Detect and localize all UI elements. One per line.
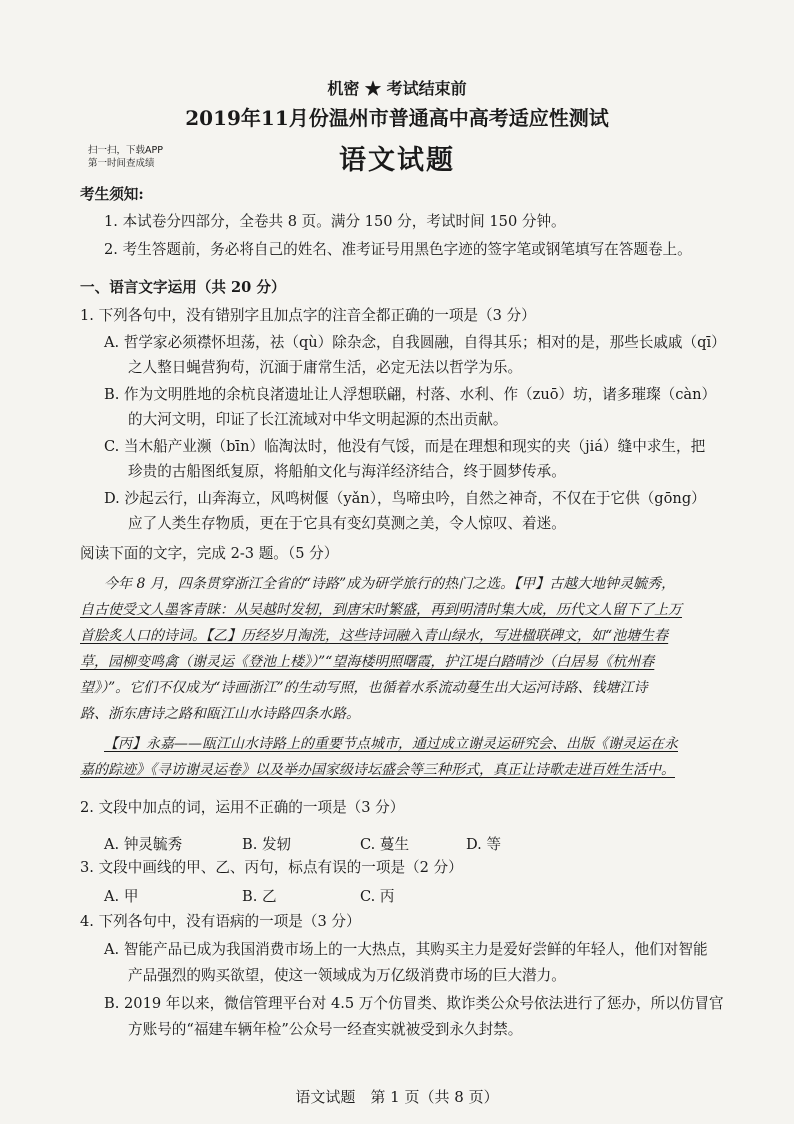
question-2-stem: 2. 文段中加点的词，运用不正确的一项是（3 分） [80,799,405,816]
section-heading: 一、语言文字运用（共 20 分） [80,279,286,296]
question-1-option-c-cont: 珍贵的古船图纸复原，将船舶文化与海洋经济结合，终于圆梦传承。 [128,463,566,480]
passage-line-4: 草，园柳变鸣禽（谢灵运《登池上楼》）”“望海楼明照曙霞，护江堤白踏晴沙（白居易《杭州春 [80,654,655,670]
question-1-stem: 1. 下列各句中，没有错别字且加点字的注音全都正确的一项是（3 分） [80,307,536,324]
question-2-option-d: D. 等 [466,836,502,853]
question-3-option-c: C. 丙 [360,888,395,905]
question-1-option-c: C. 当木船产业濒（bīn）临淘汰时，他没有气馁，而是在理想和现实的夹（jiá）缝中求生，把 [104,438,706,455]
qr-caption-line1: 扫一扫，下载APP [88,145,163,156]
question-4-option-a: A. 智能产品已成为我国消费市场上的一大热点，其购买主力是爱好尝鲜的年轻人，他们对智能 [104,941,708,958]
passage-line-2: 自古使受文人墨客青睐：从吴越时发轫，到唐宋时繁盛，再到明清时集大成，历代文人留下了上万 [80,602,682,618]
question-1-option-d-cont: 应了人类生存物质，更在于它具有变幻莫测之美，令人惊叹、着迷。 [128,515,566,532]
subject-title: 语文试题 [339,145,455,176]
question-4-option-b-cont: 方账号的“福建车辆年检”公众号一经查实就被受到永久封禁。 [128,1021,523,1038]
notice-heading: 考生须知: [80,186,144,203]
passage-line-8: 嘉的踪迹》《寻访谢灵运卷》以及举办国家级诗坛盛会等三种形式，真正让诗歌走进百姓生活中。 [80,762,675,778]
question-2-option-c: C. 蔓生 [360,836,410,853]
question-1-option-a-cont: 之人整日蝇营狗苟，沉湎于庸常生活，必定无法以哲学为乐。 [128,359,523,376]
confidential-mark: 机密 ★ 考试结束前 [327,79,467,98]
passage-line-3: 首脍炙人口的诗词。【乙】历经岁月淘洗，这些诗词融入青山绿水，写进楹联碑文，如“池塘生春 [80,628,669,644]
passage-line-7: 【丙】永嘉——瓯江山水诗路上的重要节点城市，通过成立谢灵运研究会、出版《谢灵运在永 [104,736,678,752]
passage-line-1: 今年 8 月，四条贯穿浙江全省的“诗路”成为研学旅行的热门之选。【甲】古越大地钟灵毓秀， [104,576,676,592]
notice-item-1: 1. 本试卷分四部分，全卷共 8 页。满分 150 分，考试时间 150 分钟。 [104,213,566,230]
question-2-option-a: A. 钟灵毓秀 [104,836,183,853]
question-4-option-a-cont: 产品强烈的购买欲望，使这一领域成为万亿级消费市场的巨大潜力。 [128,967,566,984]
question-3-option-a: A. 甲 [104,888,139,905]
reading-intro: 阅读下面的文字，完成 2-3 题。（5 分） [80,545,339,562]
question-4-stem: 4. 下列各句中，没有语病的一项是（3 分） [80,913,361,930]
qr-caption-line2: 第一时间查成绩 [88,158,155,169]
notice-item-2: 2. 考生答题前，务必将自己的姓名、准考证号用黑色字迹的签字笔或钢笔填写在答题卷上。 [104,241,692,258]
passage-line-5: 望》）”。它们不仅成为“诗画浙江”的生动写照，也循着水系流动蔓生出大运河诗路、钱塘江诗 [80,680,648,696]
question-1-option-b: B. 作为文明胜地的余杭良渚遗址让人浮想联翩，村落、水利、作（zuō）坊，诸多璀璨（càn） [104,386,717,403]
page-footer: 语文试题 第 1 页（共 8 页） [295,1088,499,1106]
exam-title: 2019年11月份温州市普通高中高考适应性测试 [185,106,609,130]
question-1-option-d: D. 沙起云行，山奔海立，风鸣树偃（yǎn），鸟啼虫吟，自然之神奇，不仅在于它供（gōng） [104,490,706,507]
question-1-option-b-cont: 的大河文明，印证了长江流域对中华文明起源的杰出贡献。 [128,411,508,428]
passage-line-6: 路、浙东唐诗之路和瓯江山水诗路四条水路。 [80,706,360,722]
question-3-stem: 3. 文段中画线的甲、乙、丙句，标点有误的一项是（2 分） [80,859,463,876]
question-1-option-a: A. 哲学家必须襟怀坦荡，祛（qù）除杂念，自我圆融，自得其乐；相对的是，那些长戚戚（qī） [104,334,726,351]
question-3-option-b: B. 乙 [242,888,277,905]
question-2-option-b: B. 发轫 [242,836,292,853]
question-4-option-b: B. 2019 年以来，微信管理平台对 4.5 万个仿冒类、欺诈类公众号依法进行了惩办，所以仿冒官 [104,995,724,1012]
